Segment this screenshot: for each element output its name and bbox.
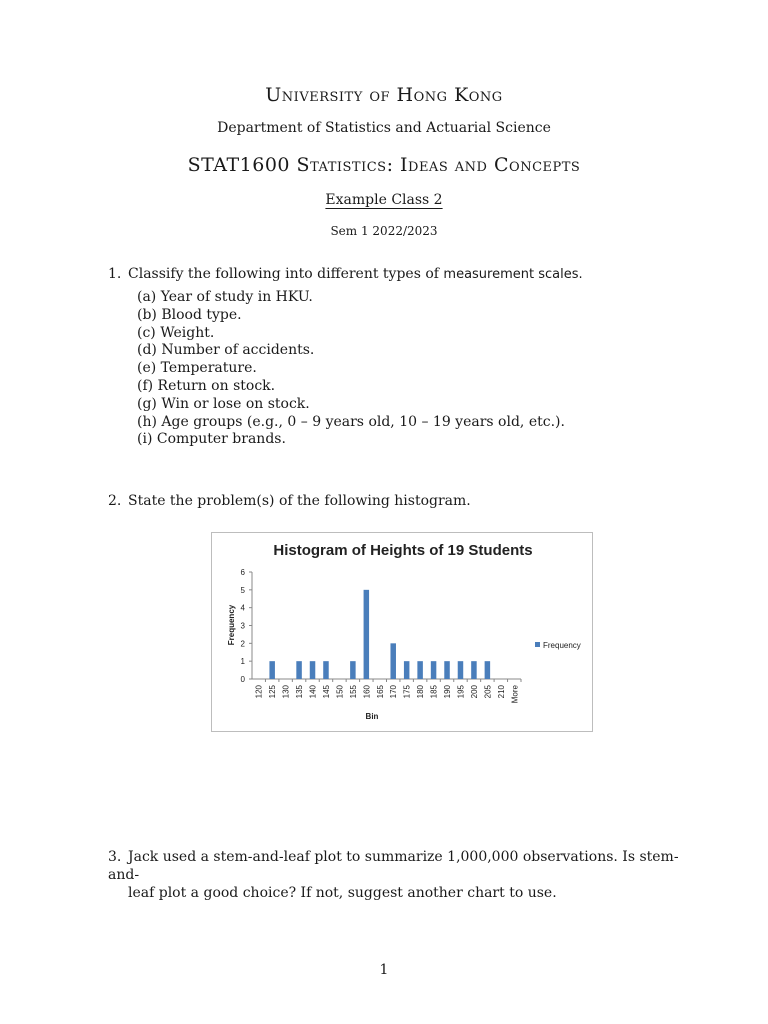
histogram-bar xyxy=(296,661,302,679)
list-item: (a) Year of study in HKU. xyxy=(137,289,313,305)
question-3-text-1: Jack used a stem-and-leaf plot to summarize 1,000,000 observations. Is stem-and- xyxy=(108,849,679,883)
y-tick-label: 1 xyxy=(240,657,245,667)
y-tick-label: 2 xyxy=(240,639,245,649)
x-tick-label: 125 xyxy=(268,685,278,699)
histogram-svg xyxy=(212,533,592,731)
y-tick-label: 4 xyxy=(240,603,245,613)
y-axis-label: Frequency xyxy=(227,604,236,646)
histogram-bar xyxy=(364,590,370,679)
question-2-text: State the problem(s) of the following histogram. xyxy=(128,493,471,509)
question-1-prompt xyxy=(108,265,693,284)
x-tick-label: 180 xyxy=(416,685,426,699)
histogram-bar xyxy=(350,661,356,679)
x-tick-label: 195 xyxy=(456,685,466,699)
list-item: (e) Temperature. xyxy=(137,360,257,377)
histogram-bar xyxy=(390,643,396,679)
chart-title: Histogram of Heights of 19 Students xyxy=(273,542,533,559)
question-1-number: 1. xyxy=(108,266,122,282)
x-tick-label: 145 xyxy=(321,685,331,699)
histogram-bar xyxy=(485,661,491,679)
histogram-chart xyxy=(211,532,593,732)
x-tick-label: 185 xyxy=(429,685,439,699)
semester-label: Sem 1 2022/2023 xyxy=(330,224,438,238)
list-item: (g) Win or lose on stock. xyxy=(137,395,310,412)
question-2 xyxy=(108,492,693,510)
x-tick-label: 205 xyxy=(483,685,493,699)
x-tick-label: 155 xyxy=(348,685,358,699)
question-1-items xyxy=(137,289,693,449)
legend-swatch xyxy=(535,642,540,647)
y-tick-label: 0 xyxy=(240,675,245,684)
legend-label: Frequency xyxy=(543,641,581,650)
x-tick-label: 150 xyxy=(335,685,345,699)
list-item: (f) Return on stock. xyxy=(137,377,276,394)
university-title: University of Hong Kong xyxy=(265,84,503,106)
question-3-line-2: leaf plot a good choice? If not, suggest another chart to use. xyxy=(128,885,557,901)
x-tick-label: 200 xyxy=(469,685,479,699)
course-title: STAT1600 Statistics: Ideas and Concepts xyxy=(187,154,581,176)
x-tick-label: 175 xyxy=(402,685,412,699)
histogram-bar xyxy=(444,661,450,679)
question-1-text: Classify the following into different types of xyxy=(128,266,439,282)
list-item: (c) Weight. xyxy=(137,324,215,341)
histogram-bar xyxy=(458,661,464,679)
question-3 xyxy=(108,848,693,902)
histogram-bar xyxy=(471,661,477,679)
x-tick-label: 130 xyxy=(281,685,291,699)
question-3-number: 3. xyxy=(108,849,122,865)
y-tick-label: 5 xyxy=(240,585,245,595)
page-number: 1 xyxy=(379,962,389,978)
x-tick-label: 135 xyxy=(295,685,305,699)
list-item: (i) Computer brands. xyxy=(137,431,286,448)
question-3-line-1 xyxy=(108,848,693,884)
list-item: (h) Age groups (e.g., 0 – 9 years old, 10 – 19 years old, etc.). xyxy=(137,413,565,430)
histogram-bar xyxy=(310,661,316,679)
x-tick-label: 140 xyxy=(308,685,318,699)
department-name: Department of Statistics and Actuarial Science xyxy=(217,120,551,136)
list-item: (d) Number of accidents. xyxy=(137,342,315,359)
x-tick-label: 170 xyxy=(389,685,399,699)
x-tick-label: 120 xyxy=(254,685,264,699)
x-tick-label: 190 xyxy=(443,685,453,699)
histogram-bar xyxy=(269,661,275,679)
histogram-bar xyxy=(404,661,410,679)
question-2-number: 2. xyxy=(108,493,122,509)
x-tick-label: 210 xyxy=(496,685,506,699)
question-1 xyxy=(108,265,693,449)
y-tick-label: 3 xyxy=(240,621,245,631)
class-title xyxy=(0,192,768,208)
x-tick-label: More xyxy=(510,685,520,704)
histogram-bar xyxy=(417,661,423,679)
list-item: (b) Blood type. xyxy=(137,306,242,323)
y-tick-label: 6 xyxy=(240,568,245,577)
histogram-bar xyxy=(323,661,329,679)
class-title-text: Example Class 2 xyxy=(325,192,443,208)
question-1-term: measurement scales. xyxy=(443,267,583,282)
histogram-bar xyxy=(431,661,437,679)
x-axis-label: Bin xyxy=(365,712,379,721)
x-tick-label: 165 xyxy=(375,685,385,699)
x-tick-label: 160 xyxy=(362,685,372,699)
